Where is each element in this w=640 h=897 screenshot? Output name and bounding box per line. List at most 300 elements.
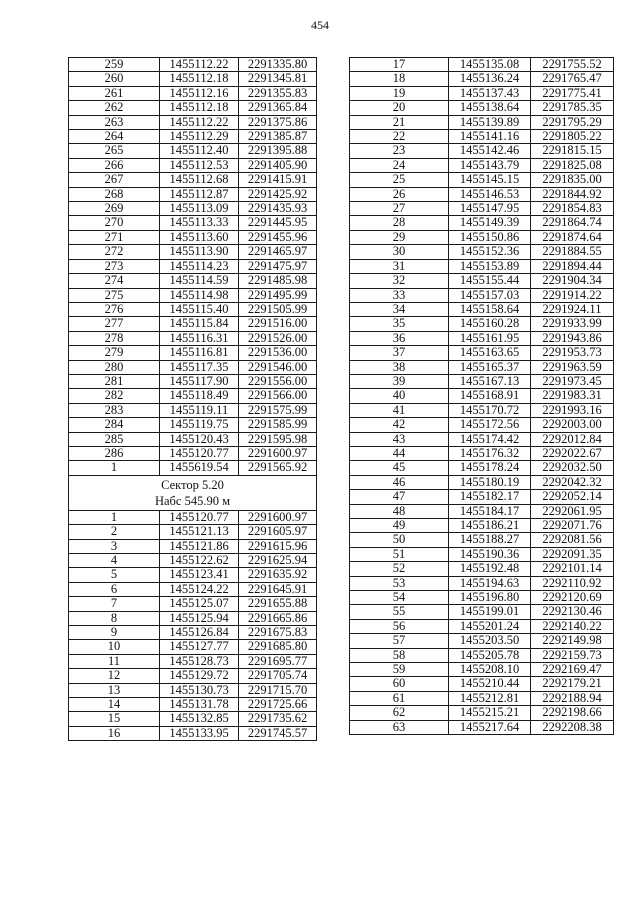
point-number-cell: 1 — [69, 510, 160, 524]
table-row — [69, 302, 317, 316]
y-coordinate-cell: 2292022.67 — [531, 446, 614, 460]
x-coordinate-cell: 1455158.64 — [449, 302, 531, 316]
point-number-cell: 30 — [350, 245, 449, 259]
x-coordinate-cell: 1455115.40 — [160, 302, 239, 316]
x-coordinate-cell: 1455138.64 — [449, 101, 531, 115]
point-number-cell: 286 — [69, 446, 160, 460]
x-coordinate-cell: 1455152.36 — [449, 245, 531, 259]
y-coordinate-cell: 2292179.21 — [531, 677, 614, 691]
table-row — [69, 158, 317, 172]
point-number-cell: 271 — [69, 230, 160, 244]
y-coordinate-cell: 2291705.74 — [239, 669, 317, 683]
y-coordinate-cell: 2292198.66 — [531, 706, 614, 720]
point-number-cell: 47 — [350, 490, 449, 504]
point-number-cell: 20 — [350, 101, 449, 115]
table-row — [69, 317, 317, 331]
x-coordinate-cell: 1455117.35 — [160, 360, 239, 374]
y-coordinate-cell: 2291725.66 — [239, 698, 317, 712]
x-coordinate-cell: 1455153.89 — [449, 259, 531, 273]
y-coordinate-cell: 2291963.59 — [531, 360, 614, 374]
point-number-cell: 33 — [350, 288, 449, 302]
point-number-cell: 15 — [69, 712, 160, 726]
x-coordinate-cell: 1455212.81 — [449, 691, 531, 705]
x-coordinate-cell: 1455178.24 — [449, 461, 531, 475]
point-number-cell: 18 — [350, 72, 449, 86]
table-row — [69, 611, 317, 625]
point-number-cell: 25 — [350, 173, 449, 187]
point-number-cell: 23 — [350, 144, 449, 158]
table-row — [69, 568, 317, 582]
x-coordinate-cell: 1455142.46 — [449, 144, 531, 158]
table-row — [69, 510, 317, 524]
x-coordinate-cell: 1455205.78 — [449, 648, 531, 662]
x-coordinate-cell: 1455130.73 — [160, 683, 239, 697]
x-coordinate-cell: 1455190.36 — [449, 547, 531, 561]
table-row — [69, 582, 317, 596]
y-coordinate-cell: 2291455.96 — [239, 230, 317, 244]
y-coordinate-cell: 2291894.44 — [531, 259, 614, 273]
y-coordinate-cell: 2291825.08 — [531, 158, 614, 172]
table-row — [350, 576, 614, 590]
table-row — [350, 432, 614, 446]
point-number-cell: 35 — [350, 317, 449, 331]
y-coordinate-cell: 2291615.96 — [239, 539, 317, 553]
point-number-cell: 63 — [350, 720, 449, 734]
x-coordinate-cell: 1455161.95 — [449, 331, 531, 345]
point-number-cell: 6 — [69, 582, 160, 596]
table-row — [69, 539, 317, 553]
x-coordinate-cell: 1455114.23 — [160, 259, 239, 273]
x-coordinate-cell: 1455112.53 — [160, 158, 239, 172]
table-row — [350, 547, 614, 561]
point-number-cell: 277 — [69, 317, 160, 331]
y-coordinate-cell: 2291425.92 — [239, 187, 317, 201]
x-coordinate-cell: 1455122.62 — [160, 554, 239, 568]
point-number-cell: 13 — [69, 683, 160, 697]
y-coordinate-cell: 2291355.83 — [239, 86, 317, 100]
y-coordinate-cell: 2291745.57 — [239, 726, 317, 740]
point-number-cell: 14 — [69, 698, 160, 712]
table-row — [69, 446, 317, 460]
y-coordinate-cell: 2291546.00 — [239, 360, 317, 374]
table-row — [350, 446, 614, 460]
point-number-cell: 26 — [350, 187, 449, 201]
point-number-cell: 266 — [69, 158, 160, 172]
x-coordinate-cell: 1455186.21 — [449, 519, 531, 533]
table-row — [350, 504, 614, 518]
x-coordinate-cell: 1455119.11 — [160, 403, 239, 417]
table-row — [350, 158, 614, 172]
y-coordinate-cell: 2291385.87 — [239, 130, 317, 144]
point-number-cell: 17 — [350, 58, 449, 72]
y-coordinate-cell: 2291405.90 — [239, 158, 317, 172]
y-coordinate-cell: 2291495.99 — [239, 288, 317, 302]
section-elevation: Набс 545.90 м — [154, 493, 231, 508]
table-row — [69, 230, 317, 244]
point-number-cell: 281 — [69, 374, 160, 388]
point-number-cell: 270 — [69, 216, 160, 230]
x-coordinate-cell: 1455176.32 — [449, 446, 531, 460]
point-number-cell: 268 — [69, 187, 160, 201]
table-row — [350, 418, 614, 432]
y-coordinate-cell: 2291914.22 — [531, 288, 614, 302]
table-row — [69, 418, 317, 432]
table-row — [350, 562, 614, 576]
x-coordinate-cell: 1455155.44 — [449, 274, 531, 288]
x-coordinate-cell: 1455136.24 — [449, 72, 531, 86]
table-row — [69, 640, 317, 654]
point-number-cell: 259 — [69, 58, 160, 72]
table-row — [350, 173, 614, 187]
y-coordinate-cell: 2291625.94 — [239, 554, 317, 568]
y-coordinate-cell: 2291375.86 — [239, 115, 317, 129]
point-number-cell: 10 — [69, 640, 160, 654]
x-coordinate-cell: 1455120.77 — [160, 510, 239, 524]
table-row — [69, 173, 317, 187]
table-row — [350, 663, 614, 677]
point-number-cell: 28 — [350, 216, 449, 230]
table-row — [69, 374, 317, 388]
table-row — [69, 525, 317, 539]
table-row — [69, 432, 317, 446]
y-coordinate-cell: 2292169.47 — [531, 663, 614, 677]
y-coordinate-cell: 2292052.14 — [531, 490, 614, 504]
y-coordinate-cell: 2291365.84 — [239, 101, 317, 115]
x-coordinate-cell: 1455113.33 — [160, 216, 239, 230]
y-coordinate-cell: 2291395.88 — [239, 144, 317, 158]
y-coordinate-cell: 2292091.35 — [531, 547, 614, 561]
table-row — [350, 677, 614, 691]
point-number-cell: 269 — [69, 202, 160, 216]
x-coordinate-cell: 1455127.77 — [160, 640, 239, 654]
y-coordinate-cell: 2292208.38 — [531, 720, 614, 734]
table-row — [69, 274, 317, 288]
table-row — [69, 461, 317, 475]
y-coordinate-cell: 2291435.93 — [239, 202, 317, 216]
x-coordinate-cell: 1455147.95 — [449, 202, 531, 216]
x-coordinate-cell: 1455113.09 — [160, 202, 239, 216]
table-row — [69, 72, 317, 86]
table-row — [350, 72, 614, 86]
point-number-cell: 274 — [69, 274, 160, 288]
x-coordinate-cell: 1455215.21 — [449, 706, 531, 720]
point-number-cell: 29 — [350, 230, 449, 244]
x-coordinate-cell: 1455125.94 — [160, 611, 239, 625]
x-coordinate-cell: 1455112.22 — [160, 58, 239, 72]
y-coordinate-cell: 2291345.81 — [239, 72, 317, 86]
y-coordinate-cell: 2291844.92 — [531, 187, 614, 201]
point-number-cell: 263 — [69, 115, 160, 129]
point-number-cell: 60 — [350, 677, 449, 691]
table-row — [350, 346, 614, 360]
x-coordinate-cell: 1455121.13 — [160, 525, 239, 539]
table-row — [350, 115, 614, 129]
point-number-cell: 49 — [350, 519, 449, 533]
table-row — [350, 706, 614, 720]
table-row — [350, 130, 614, 144]
table-row — [350, 331, 614, 345]
x-coordinate-cell: 1455172.56 — [449, 418, 531, 432]
table-row — [69, 626, 317, 640]
point-number-cell: 265 — [69, 144, 160, 158]
y-coordinate-cell: 2291475.97 — [239, 259, 317, 273]
point-number-cell: 52 — [350, 562, 449, 576]
x-coordinate-cell: 1455112.18 — [160, 101, 239, 115]
point-number-cell: 27 — [350, 202, 449, 216]
x-coordinate-cell: 1455188.27 — [449, 533, 531, 547]
x-coordinate-cell: 1455182.17 — [449, 490, 531, 504]
table-row — [350, 648, 614, 662]
point-number-cell: 50 — [350, 533, 449, 547]
x-coordinate-cell: 1455112.29 — [160, 130, 239, 144]
y-coordinate-cell: 2291536.00 — [239, 346, 317, 360]
x-coordinate-cell: 1455115.84 — [160, 317, 239, 331]
section-header-cell — [69, 475, 317, 510]
section-header-row — [69, 475, 317, 510]
point-number-cell: 278 — [69, 331, 160, 345]
table-row — [350, 58, 614, 72]
x-coordinate-cell: 1455165.37 — [449, 360, 531, 374]
table-row — [350, 302, 614, 316]
point-number-cell: 264 — [69, 130, 160, 144]
x-coordinate-cell: 1455112.40 — [160, 144, 239, 158]
point-number-cell: 51 — [350, 547, 449, 561]
point-number-cell: 38 — [350, 360, 449, 374]
point-number-cell: 53 — [350, 576, 449, 590]
x-coordinate-cell: 1455168.91 — [449, 389, 531, 403]
x-coordinate-cell: 1455121.86 — [160, 539, 239, 553]
point-number-cell: 45 — [350, 461, 449, 475]
x-coordinate-cell: 1455163.65 — [449, 346, 531, 360]
x-coordinate-cell: 1455119.75 — [160, 418, 239, 432]
x-coordinate-cell: 1455157.03 — [449, 288, 531, 302]
y-coordinate-cell: 2291815.15 — [531, 144, 614, 158]
y-coordinate-cell: 2292140.22 — [531, 619, 614, 633]
table-row — [350, 634, 614, 648]
x-coordinate-cell: 1455114.98 — [160, 288, 239, 302]
y-coordinate-cell: 2291775.41 — [531, 86, 614, 100]
y-coordinate-cell: 2291795.29 — [531, 115, 614, 129]
x-coordinate-cell: 1455210.44 — [449, 677, 531, 691]
point-number-cell: 9 — [69, 626, 160, 640]
y-coordinate-cell: 2291835.00 — [531, 173, 614, 187]
table-row — [350, 691, 614, 705]
x-coordinate-cell: 1455149.39 — [449, 216, 531, 230]
point-number-cell: 262 — [69, 101, 160, 115]
point-number-cell: 7 — [69, 597, 160, 611]
table-row — [69, 389, 317, 403]
table-row — [350, 259, 614, 273]
y-coordinate-cell: 2292012.84 — [531, 432, 614, 446]
y-coordinate-cell: 2291953.73 — [531, 346, 614, 360]
point-number-cell: 48 — [350, 504, 449, 518]
point-number-cell: 267 — [69, 173, 160, 187]
table-row — [350, 202, 614, 216]
y-coordinate-cell: 2292110.92 — [531, 576, 614, 590]
table-row — [350, 403, 614, 417]
x-coordinate-cell: 1455135.08 — [449, 58, 531, 72]
x-coordinate-cell: 1455184.17 — [449, 504, 531, 518]
x-coordinate-cell: 1455217.64 — [449, 720, 531, 734]
x-coordinate-cell: 1455180.19 — [449, 475, 531, 489]
x-coordinate-cell: 1455123.41 — [160, 568, 239, 582]
x-coordinate-cell: 1455196.80 — [449, 591, 531, 605]
x-coordinate-cell: 1455160.28 — [449, 317, 531, 331]
x-coordinate-cell: 1455146.53 — [449, 187, 531, 201]
y-coordinate-cell: 2291465.97 — [239, 245, 317, 259]
x-coordinate-cell: 1455112.22 — [160, 115, 239, 129]
table-row — [69, 712, 317, 726]
y-coordinate-cell: 2291675.83 — [239, 626, 317, 640]
coordinates-table-right — [349, 57, 614, 735]
point-number-cell: 261 — [69, 86, 160, 100]
x-coordinate-cell: 1455133.95 — [160, 726, 239, 740]
y-coordinate-cell: 2291924.11 — [531, 302, 614, 316]
x-coordinate-cell: 1455120.43 — [160, 432, 239, 446]
y-coordinate-cell: 2292120.69 — [531, 591, 614, 605]
table-row — [350, 245, 614, 259]
x-coordinate-cell: 1455203.50 — [449, 634, 531, 648]
table-row — [69, 331, 317, 345]
table-row — [350, 461, 614, 475]
y-coordinate-cell: 2291516.00 — [239, 317, 317, 331]
point-number-cell: 12 — [69, 669, 160, 683]
y-coordinate-cell: 2291973.45 — [531, 374, 614, 388]
y-coordinate-cell: 2291665.86 — [239, 611, 317, 625]
x-coordinate-cell: 1455192.48 — [449, 562, 531, 576]
point-number-cell: 272 — [69, 245, 160, 259]
table-row — [350, 720, 614, 734]
y-coordinate-cell: 2291485.98 — [239, 274, 317, 288]
point-number-cell: 36 — [350, 331, 449, 345]
point-number-cell: 32 — [350, 274, 449, 288]
y-coordinate-cell: 2291575.99 — [239, 403, 317, 417]
point-number-cell: 34 — [350, 302, 449, 316]
table-row — [350, 144, 614, 158]
table-row — [69, 346, 317, 360]
x-coordinate-cell: 1455114.59 — [160, 274, 239, 288]
x-coordinate-cell: 1455112.87 — [160, 187, 239, 201]
point-number-cell: 279 — [69, 346, 160, 360]
table-row — [350, 86, 614, 100]
point-number-cell: 260 — [69, 72, 160, 86]
y-coordinate-cell: 2291600.97 — [239, 510, 317, 524]
point-number-cell: 11 — [69, 654, 160, 668]
point-number-cell: 46 — [350, 475, 449, 489]
x-coordinate-cell: 1455112.18 — [160, 72, 239, 86]
y-coordinate-cell: 2291884.55 — [531, 245, 614, 259]
y-coordinate-cell: 2291605.97 — [239, 525, 317, 539]
section-title: Сектор 5.20 — [161, 477, 224, 492]
y-coordinate-cell: 2291566.00 — [239, 389, 317, 403]
point-number-cell: 42 — [350, 418, 449, 432]
table-row — [69, 669, 317, 683]
y-coordinate-cell: 2291864.74 — [531, 216, 614, 230]
point-number-cell: 39 — [350, 374, 449, 388]
x-coordinate-cell: 1455201.24 — [449, 619, 531, 633]
table-row — [350, 216, 614, 230]
table-row — [350, 605, 614, 619]
y-coordinate-cell: 2291854.83 — [531, 202, 614, 216]
point-number-cell: 3 — [69, 539, 160, 553]
table-row — [69, 726, 317, 740]
y-coordinate-cell: 2291983.31 — [531, 389, 614, 403]
x-coordinate-cell: 1455126.84 — [160, 626, 239, 640]
point-number-cell: 4 — [69, 554, 160, 568]
y-coordinate-cell: 2291715.70 — [239, 683, 317, 697]
x-coordinate-cell: 1455112.68 — [160, 173, 239, 187]
table-row — [350, 187, 614, 201]
point-number-cell: 62 — [350, 706, 449, 720]
point-number-cell: 59 — [350, 663, 449, 677]
point-number-cell: 43 — [350, 432, 449, 446]
y-coordinate-cell: 2291565.92 — [239, 461, 317, 475]
x-coordinate-cell: 1455199.01 — [449, 605, 531, 619]
y-coordinate-cell: 2291735.62 — [239, 712, 317, 726]
x-coordinate-cell: 1455139.89 — [449, 115, 531, 129]
x-coordinate-cell: 1455619.54 — [160, 461, 239, 475]
table-row — [350, 490, 614, 504]
y-coordinate-cell: 2291505.99 — [239, 302, 317, 316]
y-coordinate-cell: 2291335.80 — [239, 58, 317, 72]
x-coordinate-cell: 1455131.78 — [160, 698, 239, 712]
y-coordinate-cell: 2292042.32 — [531, 475, 614, 489]
x-coordinate-cell: 1455124.22 — [160, 582, 239, 596]
y-coordinate-cell: 2291765.47 — [531, 72, 614, 86]
point-number-cell: 280 — [69, 360, 160, 374]
table-row — [350, 360, 614, 374]
table-row — [350, 288, 614, 302]
x-coordinate-cell: 1455145.15 — [449, 173, 531, 187]
table-row — [350, 230, 614, 244]
table-row — [69, 288, 317, 302]
point-number-cell: 44 — [350, 446, 449, 460]
y-coordinate-cell: 2291635.92 — [239, 568, 317, 582]
table-row — [69, 259, 317, 273]
point-number-cell: 56 — [350, 619, 449, 633]
table-row — [69, 101, 317, 115]
point-number-cell: 40 — [350, 389, 449, 403]
table-row — [69, 597, 317, 611]
y-coordinate-cell: 2291415.91 — [239, 173, 317, 187]
point-number-cell: 273 — [69, 259, 160, 273]
x-coordinate-cell: 1455141.16 — [449, 130, 531, 144]
x-coordinate-cell: 1455208.10 — [449, 663, 531, 677]
point-number-cell: 58 — [350, 648, 449, 662]
table-row — [69, 654, 317, 668]
point-number-cell: 41 — [350, 403, 449, 417]
x-coordinate-cell: 1455167.13 — [449, 374, 531, 388]
y-coordinate-cell: 2291685.80 — [239, 640, 317, 654]
point-number-cell: 275 — [69, 288, 160, 302]
table-row — [69, 403, 317, 417]
point-number-cell: 16 — [69, 726, 160, 740]
y-coordinate-cell: 2291993.16 — [531, 403, 614, 417]
y-coordinate-cell: 2291526.00 — [239, 331, 317, 345]
point-number-cell: 54 — [350, 591, 449, 605]
table-row — [350, 619, 614, 633]
table-row — [350, 591, 614, 605]
y-coordinate-cell: 2292071.76 — [531, 519, 614, 533]
y-coordinate-cell: 2292130.46 — [531, 605, 614, 619]
x-coordinate-cell: 1455116.31 — [160, 331, 239, 345]
table-row — [350, 389, 614, 403]
y-coordinate-cell: 2291445.95 — [239, 216, 317, 230]
point-number-cell: 2 — [69, 525, 160, 539]
y-coordinate-cell: 2291755.52 — [531, 58, 614, 72]
x-coordinate-cell: 1455194.63 — [449, 576, 531, 590]
x-coordinate-cell: 1455113.60 — [160, 230, 239, 244]
